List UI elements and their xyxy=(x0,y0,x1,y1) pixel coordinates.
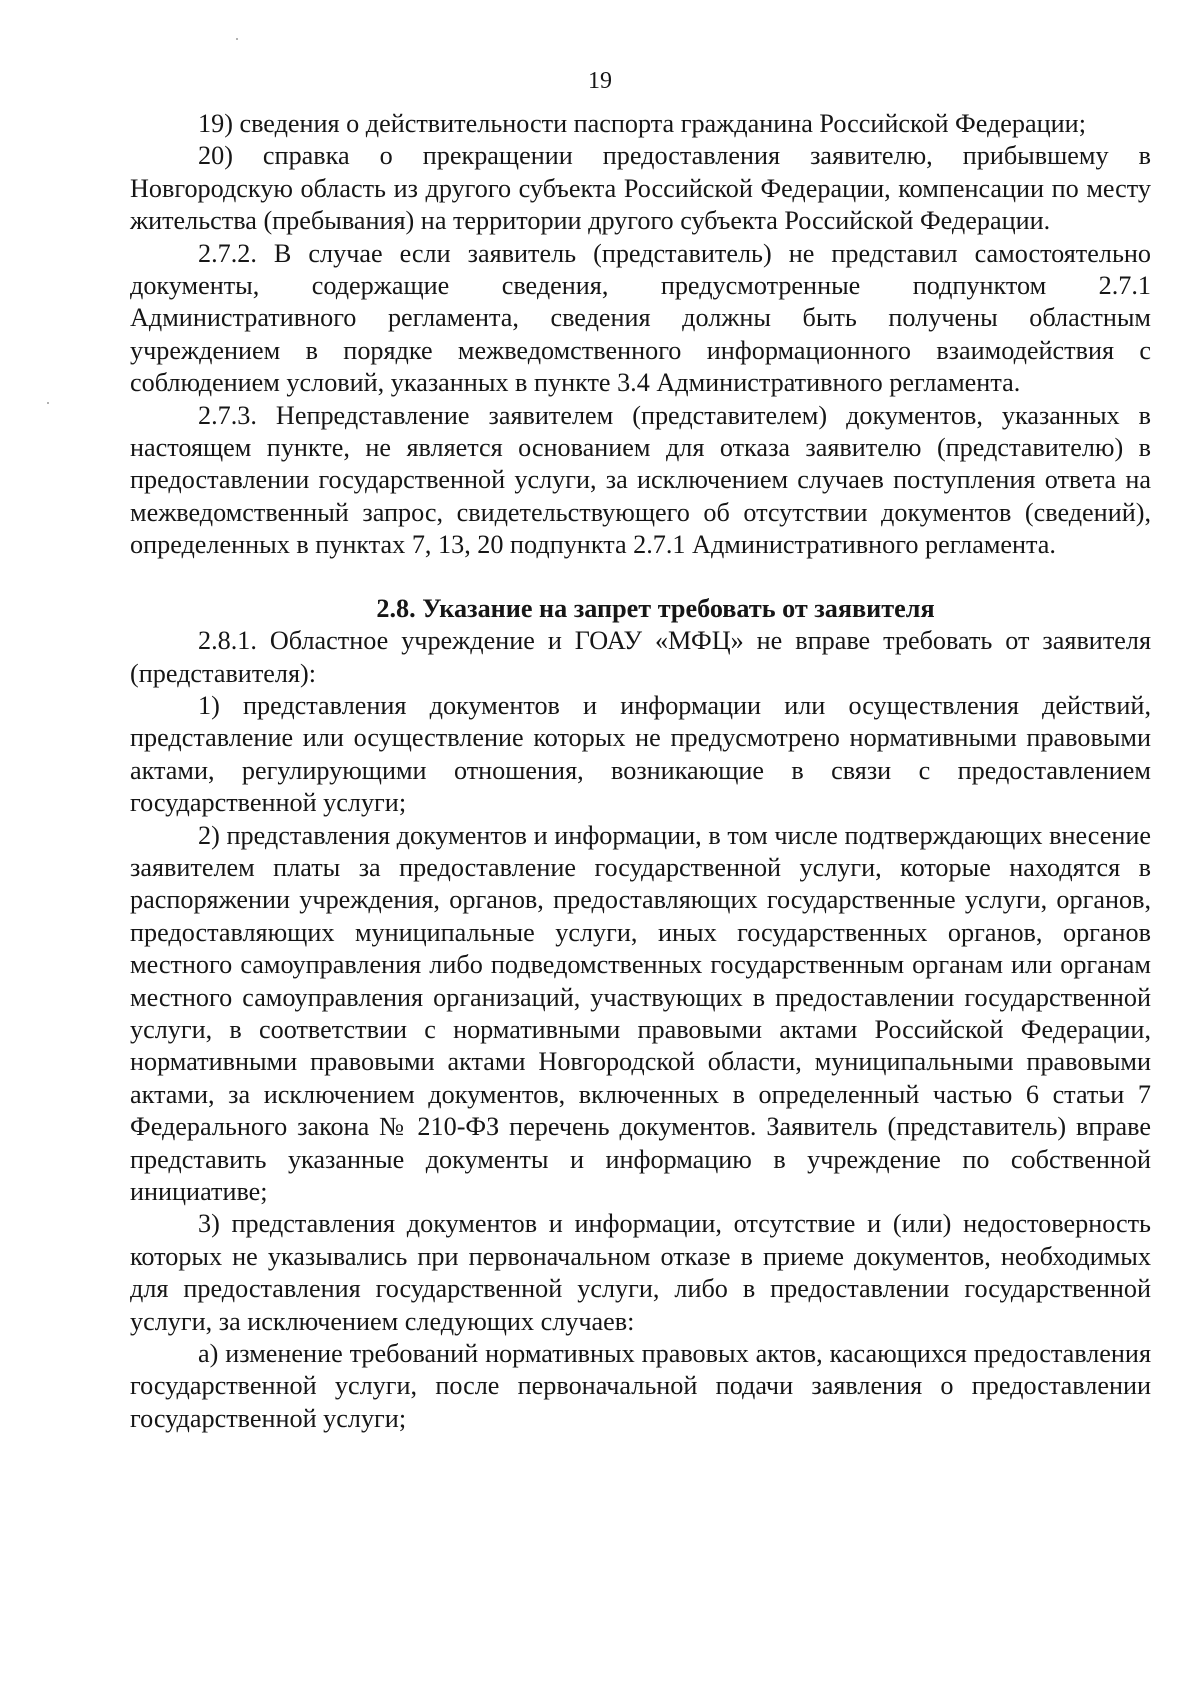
section-heading-2-8: 2.8. Указание на запрет требовать от заявителя xyxy=(376,593,935,623)
paragraph-2-8-1-item-3a: а) изменение требований нормативных правовых актов, касающихся предоставления государственной услуги, после первоначальной подачи заявления о предоставлении государственной услуги; xyxy=(130,1339,1151,1433)
paragraph-2-8-1-item-3: 3) представления документов и информации, отсутствие и (или) недостоверность которых не указывались при первоначальном отказе в приеме документов, необходимых для предоставления государственной услуги, либо в предоставлении государственной услуги, за исключением следующих случаев: xyxy=(130,1209,1151,1336)
paragraph-2-7-2: 2.7.2. В случае если заявитель (представитель) не представил самостоятельно документы, содержащие сведения, предусмотренные подпунктом 2.7.1 Административного регламента, сведения должны быть получены областным учреждением в порядке межведомственного информационного взаимодействия с соблюдением условий, указанных в пункте 3.4 Административного регламента. xyxy=(130,238,1151,398)
paragraph-item-20: 20) справка о прекращении предоставления заявителю, прибывшему в Новгородскую область из другого субъекта Российской Федерации, компенсации по месту жительства (пребывания) на территории другого субъекта Российской Федерации. xyxy=(130,141,1151,236)
page-number: 19 xyxy=(588,68,612,94)
paragraph-2-8-1-item-2: 2) представления документов и информации, в том числе подтверждающих внесение заявителем платы за предоставление государственной услуги, которые находятся в распоряжении учреждения, органов, предоставляющих государственные услуги, органов, предоставляющих муниципальные услуги, иных государственных органов, органов местного самоуправления либо подведомственных государственным органам или органам местного самоуправления организаций, участвующих в предоставлении государственной услуги, в соответствии с нормативными правовыми актами Российской Федерации, нормативными правовыми актами Новгородской области, муниципальными правовыми актами, за исключением документов, включенных в определенный частью 6 статьи 7 Федерального закона № 210-ФЗ перечень документов. Заявитель (представитель) вправе представить указанные документы и информацию в учреждение по собственной инициативе; xyxy=(130,820,1151,1206)
scan-speck xyxy=(47,402,49,404)
paragraph-2-8-1-item-1: 1) представления документов и информации или осуществления действий, представление или осуществление которых не предусмотрено нормативными правовыми актами, регулирующими отношения, возникающие в связи с предоставлением государственной услуги; xyxy=(130,690,1151,818)
document-body xyxy=(130,108,1151,1435)
paragraph-2-8-1: 2.8.1. Областное учреждение и ГОАУ «МФЦ» не вправе требовать от заявителя (представителя): xyxy=(130,626,1151,688)
paragraph-item-19: 19) сведения о действительности паспорта гражданина Российской Федерации; xyxy=(198,109,1086,138)
scan-speck xyxy=(236,38,238,40)
paragraph-2-7-3: 2.7.3. Непредставление заявителем (представителем) документов, указанных в настоящем пункте, не является основанием для отказа заявителю (представителю) в предоставлении государственной услуги, за исключением случаев поступления ответа на межведомственный запрос, свидетельствующего об отсутствии документов (сведений), определенных в пунктах 7, 13, 20 подпункта 2.7.1 Административного регламента. xyxy=(130,400,1151,560)
